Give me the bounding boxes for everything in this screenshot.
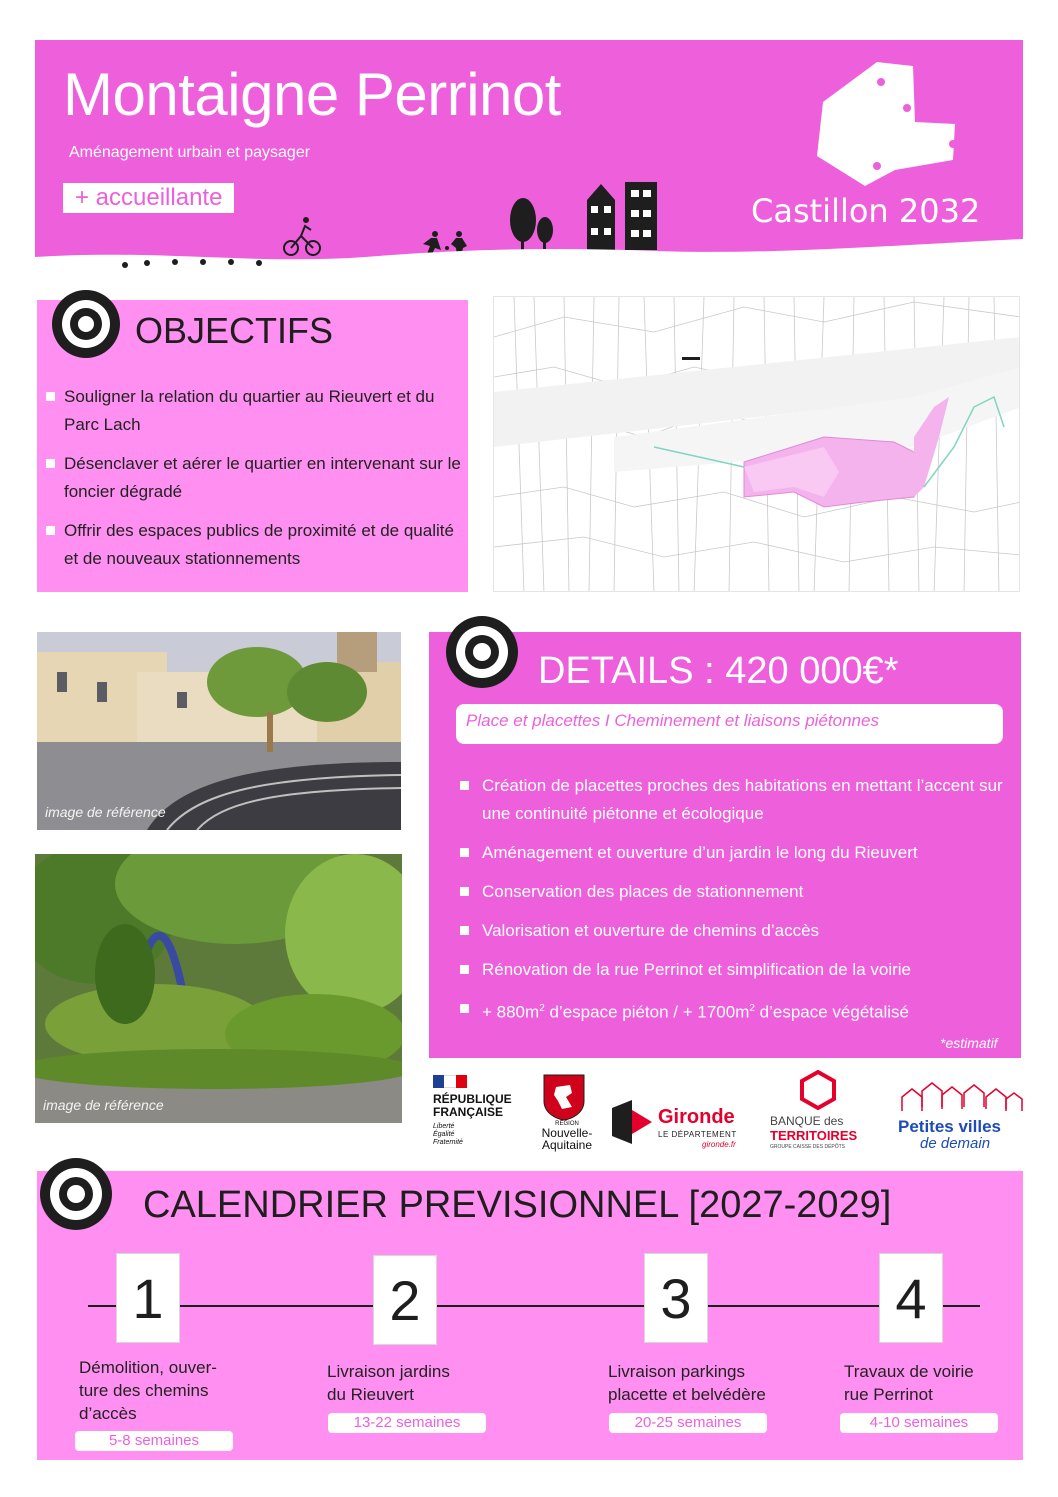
list-item: Rénovation de la rue Perrinot et simplification de la voirie — [458, 956, 1018, 984]
gironde-emblem-icon — [612, 1100, 652, 1144]
bullet-icon — [46, 526, 55, 535]
page-title: Montaigne Perrinot — [63, 61, 561, 128]
step-label: Démolition, ouver- ture des chemins d’accès — [79, 1358, 217, 1423]
reference-photo-garden — [35, 854, 402, 1123]
step-duration-badge: 13-22 semaines — [328, 1413, 486, 1433]
details-subtitle: Place et placettes I Cheminement et liaisons piétonnes — [466, 711, 879, 730]
bullet-icon — [460, 965, 469, 974]
page-subtitle: Aménagement urbain et paysager — [69, 144, 311, 161]
step-label: Travaux de voirie rue Perrinot — [844, 1362, 974, 1404]
details-heading: DETAILS : 420 000€* — [538, 650, 899, 692]
list-item: Souligner la relation du quartier au Rieuvert et du Parc Lach — [42, 383, 466, 439]
list-item: Offrir des espaces publics de proximité et de qualité et de nouveaux stationnements — [42, 517, 466, 573]
objectifs-heading: OBJECTIFS — [135, 310, 334, 351]
hexagon-icon — [798, 1070, 838, 1110]
site-map-drawing — [494, 297, 1020, 592]
step-duration-badge: 4-10 semaines — [840, 1413, 998, 1433]
reference-photo-square — [37, 632, 401, 830]
republique-francaise-logo: RÉPUBLIQUE FRANÇAISE Liberté Égalité Fraternité — [433, 1075, 523, 1155]
brand-label: Castillon 2032 — [751, 192, 981, 230]
square-image — [37, 632, 401, 830]
photo-caption: image de référence — [43, 1097, 164, 1113]
step-label: Livraison jardins du Rieuvert — [327, 1362, 450, 1404]
target-icon — [38, 1156, 114, 1232]
details-note: *estimatif — [940, 1035, 998, 1051]
step-label: Livraison parkings placette et belvédère — [608, 1362, 766, 1404]
garden-image — [35, 854, 402, 1123]
bullet-icon — [460, 781, 469, 790]
target-icon — [444, 614, 520, 690]
details-list — [458, 772, 1018, 1038]
bullet-icon — [460, 887, 469, 896]
banque-des-territoires-logo: BANQUE des TERRITOIRES GROUPE CAISSE DES DÉPÔTS — [770, 1070, 865, 1155]
lion-shield-icon — [542, 1073, 586, 1121]
step-number-box: 3 — [644, 1253, 708, 1343]
list-item: Aménagement et ouverture d’un jardin le long du Rieuvert — [458, 839, 1018, 867]
header-wave-divider — [35, 235, 1023, 270]
list-item: + $880m^2$ d’espace piéton / + $1700m^2$ d’espace végétalisé — [458, 995, 1018, 1027]
bullet-icon — [46, 392, 55, 401]
list-item: Désenclaver et aérer le quartier en intervenant sur le foncier dégradé — [42, 450, 466, 506]
photo-caption: image de référence — [45, 804, 166, 820]
step-duration-badge: 5-8 semaines — [75, 1431, 233, 1451]
village-rooftops-icon — [898, 1077, 1024, 1113]
list-item: Création de placettes proches des habitations en mettant l’accent sur une continuité piétonne et écologique — [458, 772, 1018, 828]
gironde-logo: Gironde LE DÉPARTEMENT gironde.fr — [612, 1098, 754, 1158]
bullet-icon — [460, 1004, 469, 1013]
objectifs-list — [42, 383, 466, 584]
timeline-line — [88, 1305, 980, 1307]
tagline-badge: + accueillante — [63, 183, 234, 213]
calendar-heading: CALENDRIER PREVISIONNEL [2027-2029] — [143, 1184, 892, 1226]
site-map — [493, 296, 1020, 592]
target-icon — [50, 288, 122, 360]
step-duration-badge: 20-25 semaines — [609, 1413, 767, 1433]
list-item: Valorisation et ouverture de chemins d’accès — [458, 917, 1018, 945]
castillon-logo-icon — [805, 52, 985, 192]
bullet-icon — [46, 459, 55, 468]
list-item: Conservation des places de stationnement — [458, 878, 1018, 906]
nouvelle-aquitaine-logo: RÉGION Nouvelle- Aquitaine — [532, 1073, 602, 1157]
bullet-icon — [460, 848, 469, 857]
step-number-box: 2 — [373, 1255, 437, 1345]
header-banner — [35, 40, 1023, 270]
step-number-box: 1 — [116, 1253, 180, 1343]
french-flag-icon — [433, 1075, 467, 1088]
bullet-icon — [460, 926, 469, 935]
step-number-box: 4 — [879, 1253, 943, 1343]
petites-villes-de-demain-logo: Petites villes de demain — [898, 1077, 1028, 1155]
